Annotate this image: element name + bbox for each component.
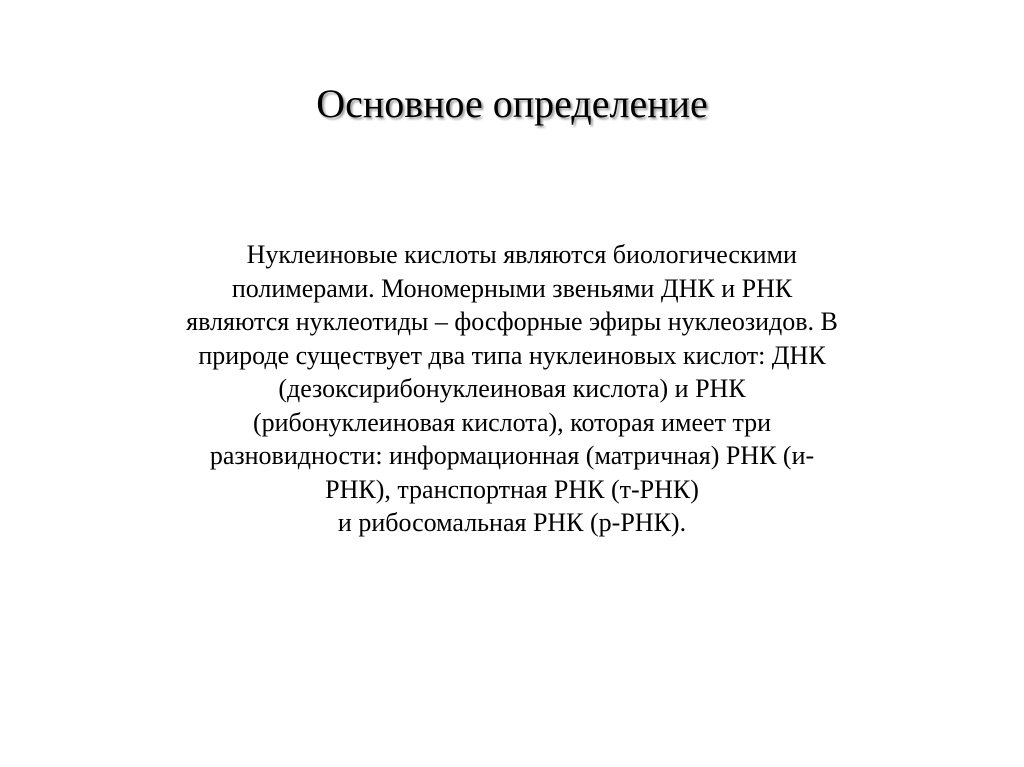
slide-title: Основное определение: [316, 81, 708, 126]
paragraph-line: (рибонуклеиновая кислота), которая имеет три: [252, 407, 772, 437]
paragraph-line: РНК), транспортная РНК (т-РНК): [325, 474, 699, 504]
definition-paragraph: [80, 238, 944, 540]
paragraph-line: (дезоксирибонуклеиновая кислота) и РНК: [278, 374, 746, 403]
paragraph-line: полимерами. Мономерными звеньями ДНК и РНК: [231, 273, 793, 303]
paragraph-line: и рибосомальная РНК (р-РНК).: [337, 508, 687, 537]
paragraph-line: природе существует два типа нуклеиновых кислот: ДНК: [198, 340, 826, 370]
paragraph-line: являются нуклеотиды – фосфорные эфиры нуклеозидов. В: [186, 307, 838, 336]
paragraph-line: разновидности: информационная (матричная) РНК (и-: [209, 441, 815, 470]
paragraph-line: Нуклеиновые кислоты являются биологическими: [227, 240, 797, 269]
